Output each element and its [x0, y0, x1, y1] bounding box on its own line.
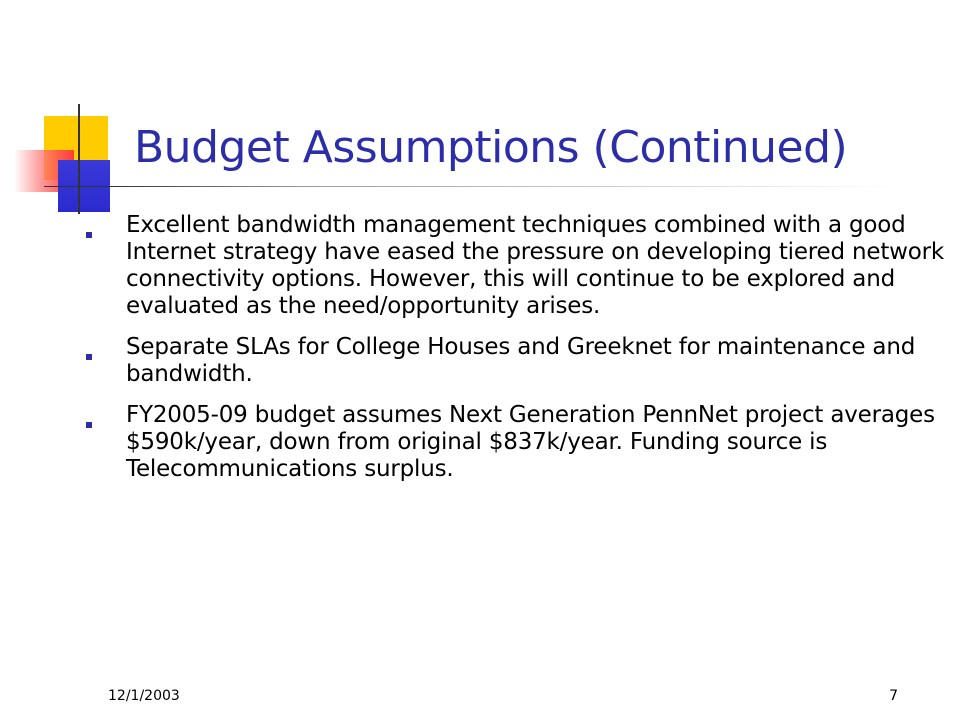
footer-date: 12/1/2003: [108, 688, 180, 704]
slide-title: Budget Assumptions (Continued): [134, 122, 848, 173]
square-bullet-icon: [86, 354, 92, 360]
square-bullet-icon: [86, 232, 92, 238]
square-bullet-icon: [86, 422, 92, 428]
logo-vertical-line: [78, 104, 80, 214]
page-number: 7: [889, 688, 898, 704]
bullet-item: [86, 402, 946, 483]
bullet-text: Excellent bandwidth management techniques combined with a good Internet strategy have eased the pressure on developing tiered network connectivity options. However, this will continue to be explored and evaluated as the need/opportunity arises.: [126, 212, 945, 319]
bullet-text: Separate SLAs for College Houses and Greeknet for maintenance and bandwidth.: [126, 334, 916, 387]
bullet-list: [86, 212, 946, 497]
bullet-item: [86, 334, 946, 388]
bullet-item: [86, 212, 946, 320]
title-underline: [44, 186, 900, 187]
bullet-text: FY2005-09 budget assumes Next Generation PennNet project averages $590k/year, down from original $837k/year. Funding source is Telecommunications surplus.: [126, 402, 935, 482]
